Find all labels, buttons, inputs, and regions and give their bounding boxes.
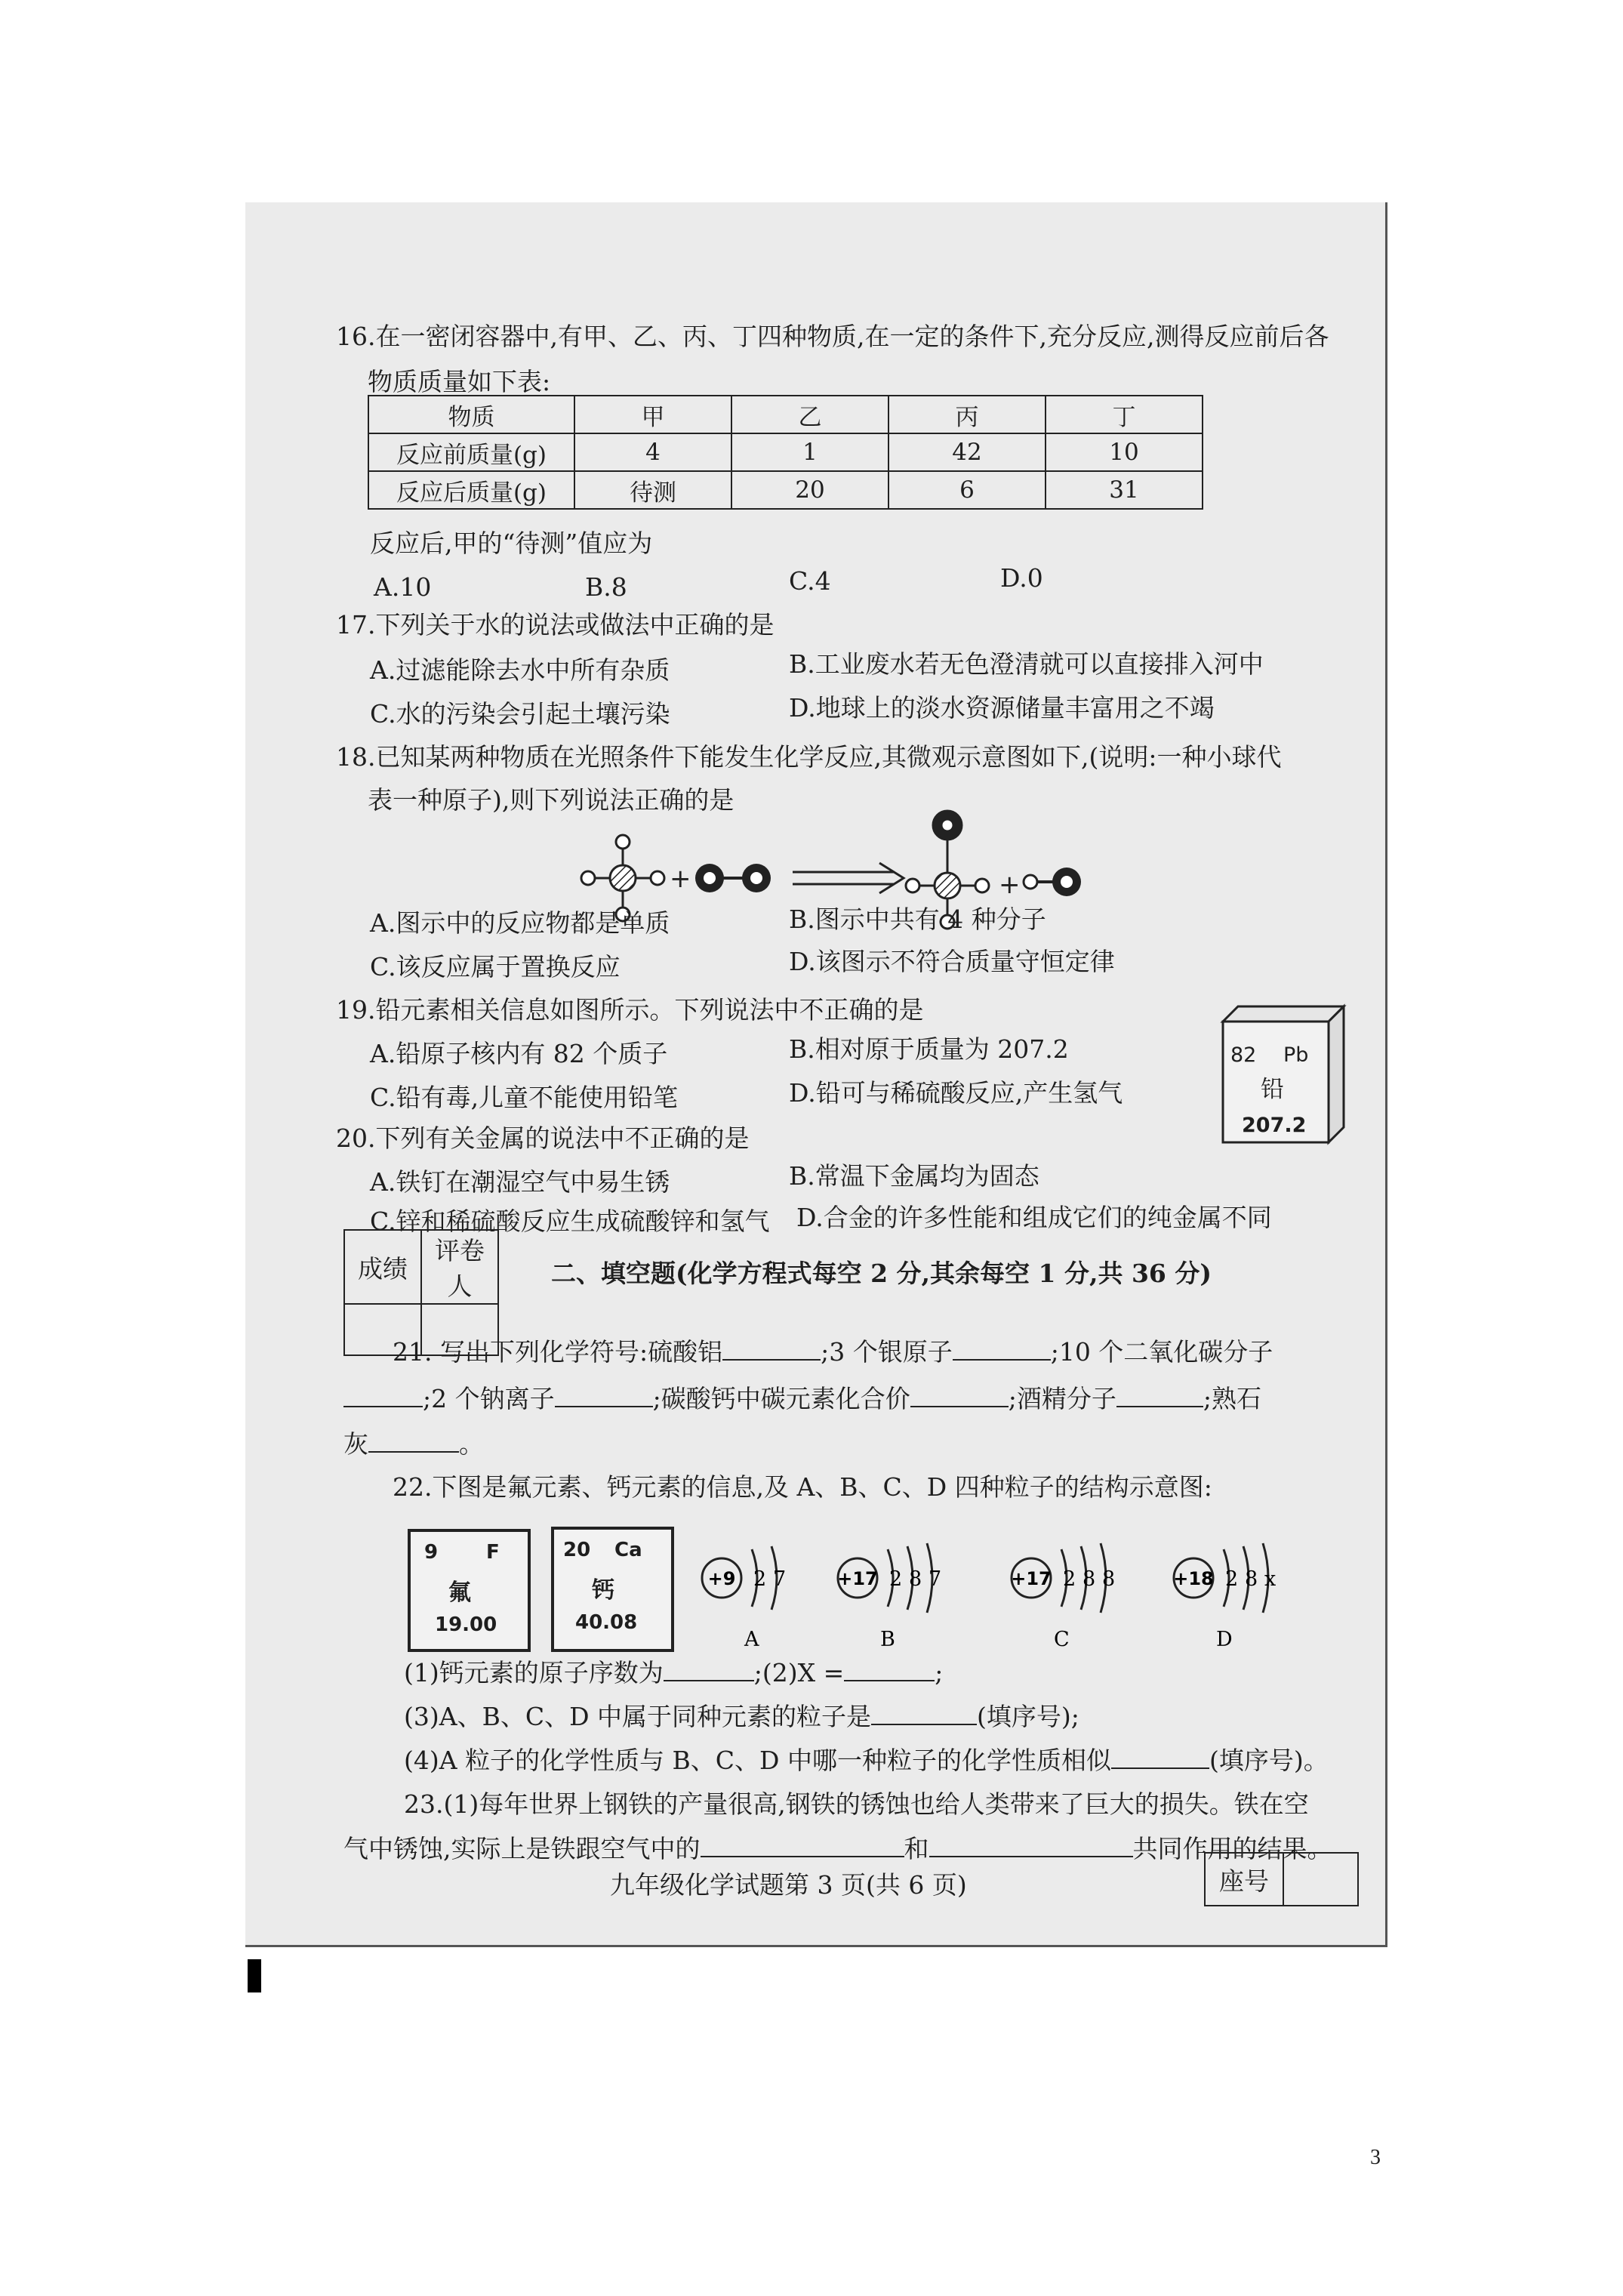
q21-text: 21. 写出下列化学符号:硫酸铝 — [393, 1337, 723, 1367]
q16-option-b: B.8 — [585, 572, 627, 602]
lead-mass: 207.2 — [1242, 1114, 1307, 1137]
q21-line3 — [343, 1428, 484, 1459]
q22-text: (填序号); — [977, 1702, 1079, 1731]
shell-electrons: 8 — [1245, 1567, 1258, 1591]
shell-electrons: 7 — [773, 1567, 787, 1591]
answer-blank[interactable] — [1111, 1745, 1209, 1769]
mass-table — [368, 395, 1203, 510]
calcium-element-box — [551, 1527, 674, 1652]
nucleus-charge: +18 — [1173, 1568, 1214, 1589]
shell-electrons: 8 — [909, 1567, 922, 1591]
shell-electrons: 2 — [1063, 1567, 1076, 1591]
table-header: 甲 — [574, 396, 731, 433]
answer-blank[interactable] — [1116, 1383, 1203, 1407]
answer-blank[interactable] — [953, 1336, 1051, 1361]
particle-b — [837, 1543, 941, 1651]
lead-name: 铅 — [1261, 1076, 1284, 1103]
particle-label: B — [880, 1628, 895, 1651]
calcium-symbol: Ca — [614, 1539, 642, 1561]
particle-label: D — [1216, 1628, 1233, 1651]
table-cell: 待测 — [574, 471, 731, 509]
reaction-arrow — [793, 863, 904, 893]
nucleus-charge: +17 — [1011, 1568, 1052, 1589]
calcium-name: 钙 — [592, 1577, 614, 1604]
shell-electrons: 2 — [1225, 1567, 1239, 1591]
table-cell: 20 — [731, 471, 888, 509]
answer-blank[interactable] — [844, 1657, 935, 1681]
q21-text: ;熟石 — [1203, 1384, 1261, 1413]
fluorine-name: 氟 — [448, 1579, 471, 1606]
q23-text: 和 — [904, 1834, 929, 1863]
shell-electrons: 2 — [889, 1567, 903, 1591]
svg-text:+: + — [999, 870, 1021, 900]
hcl-molecule — [1024, 868, 1081, 896]
q20-option-d: D.合金的许多性能和组成它们的纯金属不同 — [796, 1203, 1272, 1232]
score-label: 成绩 — [344, 1230, 421, 1304]
q17-option-c: C.水的污染会引起土壤污染 — [370, 699, 670, 729]
shell-electrons: x — [1264, 1567, 1277, 1591]
answer-blank[interactable] — [701, 1833, 904, 1857]
q22-text: (1)钙元素的原子序数为 — [404, 1658, 664, 1687]
q22-text: ;(2)X = — [753, 1658, 845, 1687]
answer-blank[interactable] — [929, 1833, 1133, 1857]
particle-c — [1011, 1543, 1115, 1651]
q17-option-a: A.过滤能除去水中所有杂质 — [370, 655, 670, 685]
particle-a — [702, 1546, 786, 1651]
table-cell: 42 — [888, 433, 1046, 471]
q21-text: ;10 个二氧化碳分子 — [1050, 1337, 1273, 1367]
page-number: 3 — [1370, 2146, 1381, 2169]
answer-blank[interactable] — [910, 1383, 1009, 1407]
particle-d — [1173, 1543, 1276, 1651]
q16-option-d: D.0 — [1000, 563, 1043, 593]
q17-option-d: D.地球上的淡水资源储量丰富用之不竭 — [789, 693, 1215, 723]
fluorine-number: 9 — [424, 1541, 439, 1564]
q19-option-a: A.铅原子核内有 82 个质子 — [370, 1039, 668, 1068]
answer-blank[interactable] — [343, 1383, 423, 1407]
svg-text:+: + — [670, 864, 691, 894]
q22-text: (4)A 粒子的化学性质与 B、C、D 中哪一种粒子的化学性质相似 — [404, 1746, 1112, 1775]
q17-stem: 17.下列关于水的说法或做法中正确的是 — [336, 610, 775, 639]
q23-line1: 23.(1)每年世界上钢铁的产量很高,钢铁的锈蚀也给人类带来了巨大的损失。铁在空 — [404, 1789, 1309, 1819]
fluorine-element-box — [408, 1529, 531, 1652]
nucleus-charge: +9 — [707, 1568, 736, 1589]
q19-option-c: C.铅有毒,儿童不能使用铅笔 — [370, 1083, 679, 1112]
fluorine-mass: 19.00 — [435, 1613, 497, 1636]
q20-option-c: C.锌和稀硫酸反应生成硫酸锌和氢气 — [370, 1207, 770, 1236]
seat-cell[interactable] — [1283, 1853, 1358, 1906]
q16-line2: 物质质量如下表: — [368, 367, 551, 396]
particle-diagrams — [694, 1533, 1374, 1661]
q21-text: ;3 个银原子 — [821, 1337, 953, 1367]
q21-text: 灰 — [343, 1429, 368, 1459]
answer-blank[interactable] — [555, 1383, 653, 1407]
q19-option-d: D.铅可与稀硫酸反应,产生氢气 — [789, 1078, 1123, 1108]
q22-stem: 22.下图是氟元素、钙元素的信息,及 A、B、C、D 四种粒子的结构示意图: — [393, 1472, 1212, 1502]
q20-option-a: A.铁钉在潮湿空气中易生锈 — [370, 1167, 670, 1197]
section2-title: 二、填空题(化学方程式每空 2 分,其余每空 1 分,共 36 分) — [551, 1259, 1212, 1288]
q21-line2 — [343, 1383, 1261, 1414]
shell-electrons: 2 — [753, 1567, 767, 1591]
q22-text: ; — [935, 1658, 944, 1687]
q19-stem: 19.铅元素相关信息如图所示。下列说法中不正确的是 — [336, 995, 924, 1025]
answer-blank[interactable] — [871, 1701, 977, 1725]
q22-line3 — [404, 1745, 1329, 1776]
q21-line1 — [393, 1336, 1273, 1367]
table-cell: 反应前质量(g) — [368, 433, 574, 471]
q18-option-c: C.该反应属于置换反应 — [370, 952, 621, 982]
chlorine-molecule — [695, 864, 771, 892]
grader-label: 评卷人 — [421, 1230, 498, 1304]
q18-line2: 表一种原子),则下列说法正确的是 — [368, 785, 735, 815]
answer-blank[interactable] — [664, 1657, 754, 1681]
q18-line1: 18.已知某两种物质在光照条件下能发生化学反应,其微观示意图如下,(说明:一种小球代 — [336, 742, 1282, 772]
q21-text: ;2 个钠离子 — [423, 1384, 555, 1413]
q18-option-d: D.该图示不符合质量守恒定律 — [789, 947, 1115, 976]
q16-line1: 16.在一密闭容器中,有甲、乙、丙、丁四种物质,在一定的条件下,充分反应,测得反应前后各 — [336, 322, 1329, 351]
table-cell: 1 — [731, 433, 888, 471]
black-marker — [248, 1959, 261, 1992]
table-header: 乙 — [731, 396, 888, 433]
particle-label: A — [744, 1628, 759, 1651]
q20-option-b: B.常温下金属均为固态 — [789, 1161, 1039, 1191]
q22-text: (3)A、B、C、D 中属于同种元素的粒子是 — [404, 1702, 872, 1731]
q18-option-a: A.图示中的反应物都是单质 — [370, 908, 670, 938]
table-header: 丙 — [888, 396, 1046, 433]
lead-symbol: Pb — [1283, 1043, 1309, 1067]
table-cell: 6 — [888, 471, 1046, 509]
q16-option-c: C.4 — [789, 566, 831, 596]
q23-text: 气中锈蚀,实际上是铁跟空气中的 — [343, 1834, 701, 1863]
shell-electrons: 7 — [929, 1567, 942, 1591]
table-header: 丁 — [1046, 396, 1203, 433]
answer-blank[interactable] — [368, 1428, 459, 1453]
seat-label: 座号 — [1205, 1853, 1283, 1906]
q20-stem: 20.下列有关金属的说法中不正确的是 — [336, 1123, 750, 1153]
q17-option-b: B.工业废水若无色澄清就可以直接排入河中 — [789, 649, 1264, 679]
q22-line2 — [404, 1701, 1079, 1732]
q19-option-b: B.相对原于质量为 207.2 — [789, 1034, 1069, 1064]
nucleus-charge: +17 — [837, 1568, 878, 1589]
table-header: 物质 — [368, 396, 574, 433]
table-cell: 10 — [1046, 433, 1203, 471]
shell-electrons: 8 — [1083, 1567, 1096, 1591]
page-footer: 九年级化学试题第 3 页(共 6 页) — [610, 1870, 967, 1900]
table-cell: 4 — [574, 433, 731, 471]
lead-number: 82 — [1230, 1043, 1257, 1067]
q16-question: 反应后,甲的“待测”值应为 — [370, 529, 653, 558]
q22-text: (填序号)。 — [1209, 1746, 1329, 1775]
q21-text: ;碳酸钙中碳元素化合价 — [652, 1384, 910, 1413]
answer-blank[interactable] — [722, 1336, 821, 1361]
fluorine-symbol: F — [486, 1541, 500, 1564]
table-cell: 反应后质量(g) — [368, 471, 574, 509]
calcium-number: 20 — [563, 1539, 591, 1561]
q22-line1 — [404, 1657, 943, 1688]
shell-electrons: 8 — [1102, 1567, 1116, 1591]
seat-number-box — [1204, 1852, 1359, 1906]
q23-text: 共同作用的结果。 — [1132, 1834, 1332, 1863]
particle-label: C — [1054, 1628, 1070, 1651]
table-cell: 31 — [1046, 471, 1203, 509]
q23-line2 — [343, 1833, 1332, 1864]
q21-text: 。 — [459, 1429, 484, 1459]
q18-option-b: B.图示中共有 4 种分子 — [789, 905, 1046, 934]
q21-text: ;酒精分子 — [1008, 1384, 1116, 1413]
q16-option-a: A.10 — [374, 572, 432, 602]
calcium-mass: 40.08 — [575, 1611, 638, 1634]
